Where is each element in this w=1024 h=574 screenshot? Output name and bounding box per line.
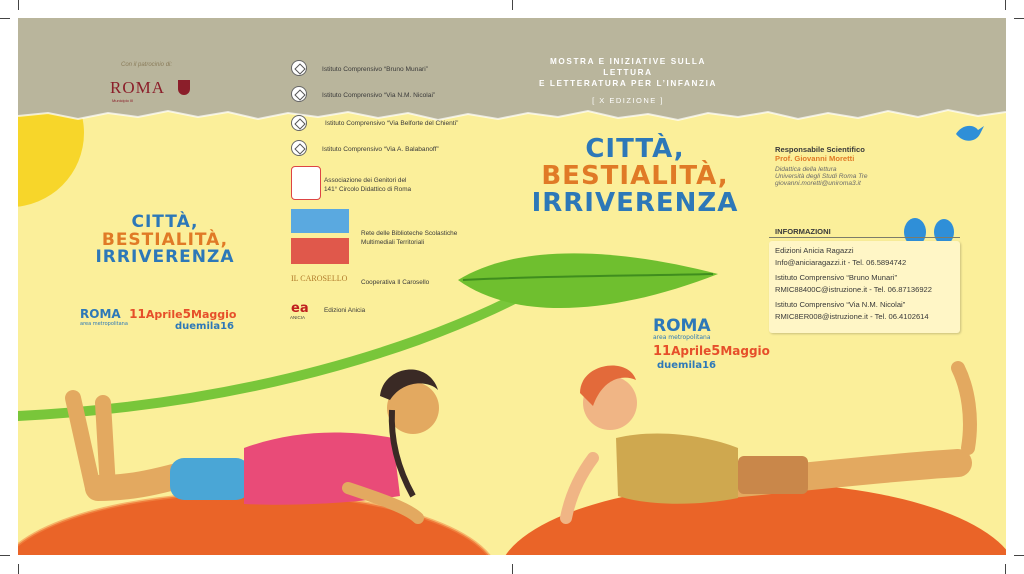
- headline-line-2: E LETTERATURA PER L’INFANZIA: [538, 79, 718, 88]
- partner-carosello: Cooperativa Il Carosello: [361, 279, 430, 286]
- partner-line: 141° Circolo Didattico di Roma: [324, 186, 412, 193]
- emblem-icon: [291, 115, 307, 131]
- info-heading: INFORMAZIONI: [775, 227, 831, 236]
- bird-icon: [956, 126, 984, 141]
- event-area: area metropolitana: [653, 334, 711, 341]
- responsible-email: giovanni.moretti@uniroma3.it: [775, 180, 861, 187]
- emblem-icon: [291, 60, 307, 76]
- event-start-month: Aprile: [671, 344, 712, 358]
- crop-mark: [0, 18, 10, 19]
- partner-libraries: [361, 229, 457, 247]
- emblem-icon: [291, 140, 307, 156]
- event-start-day: 11: [653, 344, 672, 359]
- event-place: ROMA: [80, 307, 121, 321]
- leaf-shape: [458, 253, 718, 308]
- event-dates-back: [80, 305, 260, 332]
- info-box: [769, 241, 960, 333]
- school-4: Istituto Comprensivo “Via A. Balabanoff”: [322, 146, 439, 153]
- title-back: [70, 214, 260, 267]
- partner-association: [324, 176, 411, 194]
- crop-mark: [1014, 18, 1024, 19]
- edition-label: [ X EDIZIONE ]: [592, 96, 664, 105]
- event-start-day: 11: [129, 307, 146, 321]
- title-line-1: CITTÀ,: [131, 212, 199, 232]
- crop-mark: [1005, 564, 1006, 574]
- brochure-sheet: [18, 18, 1006, 555]
- roma-logo-sub: Municipio III: [112, 98, 134, 103]
- responsible-name: Prof. Giovanni Moretti: [775, 154, 855, 163]
- info-line: Info@aniciaragazzi.it - Tel. 06.5894742: [775, 258, 907, 267]
- headline-line-1: MOSTRA E INIZIATIVE SULLA LETTURA: [550, 57, 706, 77]
- emblem-icon: [291, 86, 307, 102]
- event-area: area metropolitana: [80, 321, 128, 327]
- title-line-2: BESTIALITÀ,: [101, 229, 229, 250]
- partner-line: Multimediali Territoriali: [361, 239, 425, 246]
- event-end-day: 5: [711, 344, 721, 359]
- roma-shield-icon: [178, 80, 190, 95]
- info-line: Istituto Comprensivo “Via N.M. Nicolai”: [775, 300, 906, 309]
- title-line-3: IRRIVERENZA: [531, 188, 739, 219]
- event-end-month: Maggio: [191, 308, 237, 321]
- event-end-day: 5: [182, 307, 192, 321]
- event-year: duemila16: [657, 360, 716, 371]
- event-start-month: Aprile: [145, 308, 183, 321]
- girl-illustration-left: [73, 369, 439, 518]
- info-line: RMIC8ER008@istruzione.it - Tel. 06.4102614: [775, 312, 929, 321]
- info-line: Edizioni Anicia Ragazzi: [775, 246, 854, 255]
- carosello-logo: IL CAROSELLO: [291, 274, 348, 283]
- responsible-heading: Responsabile Scientifico: [775, 145, 865, 154]
- school-3: Istituto Comprensivo “Via Belforte del Chienti”: [325, 120, 459, 127]
- crop-mark: [512, 564, 513, 574]
- anicia-logo-mark: ea: [291, 301, 309, 316]
- partner-line: Rete delle Biblioteche Scolastiche: [361, 230, 458, 237]
- roma-logo: [110, 78, 200, 108]
- patronage-label: Con il patrocinio di:: [121, 62, 173, 68]
- crop-mark: [0, 555, 10, 556]
- crop-mark: [18, 564, 19, 574]
- info-line: RMIC88400C@istruzione.it - Tel. 06.87136922: [775, 285, 932, 294]
- event-dates: [653, 342, 803, 360]
- headline: [528, 56, 728, 105]
- responsible-block: [775, 145, 955, 187]
- event-year: duemila16: [175, 321, 234, 332]
- title-line-1: CITTÀ,: [585, 134, 685, 164]
- crop-mark: [1005, 0, 1006, 10]
- title-front: [530, 136, 740, 217]
- partner-anicia: Edizioni Anicia: [324, 307, 366, 314]
- roma-logo-text: ROMA: [110, 78, 166, 97]
- association-logo: [291, 166, 321, 200]
- title-line-2: BESTIALITÀ,: [541, 161, 729, 192]
- anicia-logo-sub: ANICIA: [290, 315, 306, 320]
- event-end-month: Maggio: [720, 344, 770, 358]
- event-place: ROMA: [653, 316, 711, 336]
- responsible-role: Didattica della lettura: [775, 166, 837, 173]
- school-1: Istituto Comprensivo “Bruno Munari”: [322, 66, 428, 73]
- responsible-university: Università degli Studi Roma Tre: [775, 173, 868, 180]
- school-2: Istituto Comprensivo “Via N.M. Nicolai”: [322, 92, 436, 99]
- crop-mark: [18, 0, 19, 10]
- partner-line: Associazione dei Genitori del: [324, 177, 407, 184]
- title-line-3: IRRIVERENZA: [95, 247, 235, 268]
- libraries-logo-bottom: [291, 238, 349, 264]
- libraries-logo-top: [291, 209, 349, 233]
- crop-mark: [512, 0, 513, 10]
- crop-mark: [1014, 555, 1024, 556]
- info-line: Istituto Comprensivo “Bruno Munari”: [775, 273, 897, 282]
- info-divider: [769, 237, 960, 238]
